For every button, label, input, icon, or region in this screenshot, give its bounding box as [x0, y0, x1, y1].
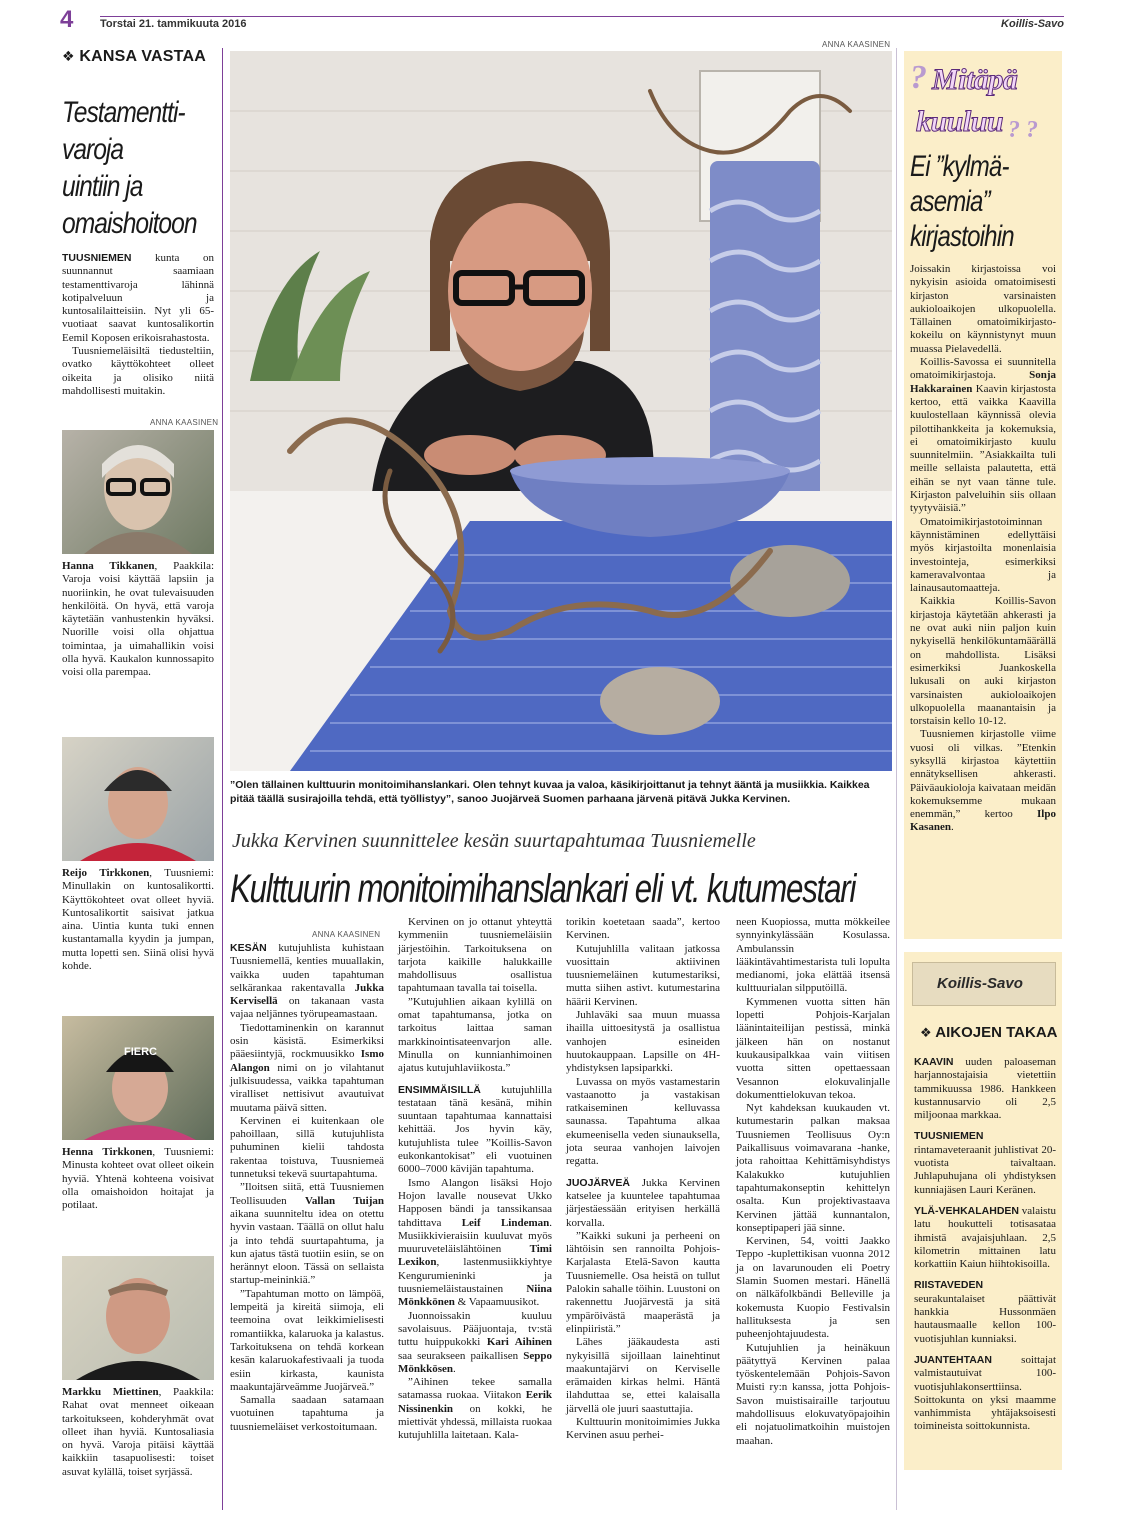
- right-headline: [910, 149, 1062, 254]
- main-headline: Kulttuurin monitoimihanslankari eli vt. kutumestari: [230, 867, 856, 911]
- right-headline-line: Ei ”kylmä-: [910, 150, 1009, 183]
- main-photo-caption: ”Olen tällainen kulttuurin monitoimihanslankari. Olen tehnyt kuvaa ja valoa, käsikirjoittanut ja tehnyt ääntä ja musiikkia. Kaikkea pitää täällä susirajoilla tehdä, että työllistyy”, sanoo Juojärveä Suomen parhaana järvenä pitävä Jukka Kervinen.: [230, 779, 870, 805]
- question-mark-icon: ?: [910, 59, 927, 96]
- diamond-icon: ❖: [62, 48, 75, 64]
- main-photo: [230, 51, 892, 771]
- person-answer: , Tuusniemi: Minusta kohteet ovat olleet oikein hyviä. Yhtenä kohteena voisivat olla omaishoidon hoitajat ja potilaat.: [62, 1146, 214, 1212]
- question-marks-icon: ? ?: [1008, 117, 1038, 143]
- right-column-rule: [896, 48, 897, 1510]
- aikojen-takaa-body: KAAVIN uuden paloaseman harjannostajaisia vietettiin tammikuussa 1986. Hankkeen kustannusarvio oli 2,5 miljoonaa markkaa. TUUSNIEMEN rintamaveteraanit juhlistivat 20-vuotista taivaltaan. Juhlapuhujana oli yhdistyksen kunniajäsen Lauri Keränen. YLÄ-VEHKALAHDEN valaistu latu houkutteli totisasataa ihmistä avajaisjuhlaan. 2,5 kilometrin mittainen latu korkattiin Kaiun hiihtokisoilla. RIISTAVEDEN seurakuntalaiset päättivät hankkia Hussonmäen hautausmaalle kellon 100-vuotisjuhlan kunniaksi. JUANTEHTAAN soittajat valmistautuivat 100-vuotisjuhlakonserttiinsa. Soittokunta on yksi maamme vanhimmista yhtäjaksoisesti toimineista soittokunnista.: [914, 1056, 1056, 1433]
- answer-reijo-tirkkonen: [62, 867, 214, 973]
- main-kicker: Jukka Kervinen suunnittelee kesän suurtapahtumaa Tuusniemelle: [232, 830, 756, 852]
- page-number: 4: [60, 6, 74, 33]
- person-answer: , Paakkila: Rahat ovat menneet oikeaan tarkoitukseen, kohderyhmät ovat olleet ihan hyviä. Kuntosaliasia on hyvä. Varoja pitäisi käyttää kaikkiin tasapuolisesti: toiset asuvat kylällä, toiset syrjässä.: [62, 1386, 214, 1478]
- logo-line-1: Mitäpä: [932, 63, 1018, 96]
- aikojen-takaa-title: [920, 1024, 1058, 1041]
- logo-line-2: kuuluu: [916, 105, 1004, 138]
- portrait-reijo-tirkkonen: [62, 737, 214, 861]
- mitapa-kuuluu-logo: [910, 59, 1056, 149]
- portrait-henna-tirkkonen: [62, 1016, 214, 1140]
- right-sidebar: [904, 51, 1062, 939]
- left-column-rule: [222, 48, 223, 1510]
- person-name: Henna Tirkkonen: [62, 1146, 153, 1158]
- aikojen-takaa-title-text: AIKOJEN TAKAA: [935, 1024, 1058, 1041]
- main-photo-credit: ANNA KAASINEN: [822, 40, 891, 49]
- intro-text-2: Tuusniemeläisiltä tiedusteltiin, ovatko käyttökohteet olleet oikeita ja olisiko niitä mahdollisesti muitakin.: [62, 345, 214, 397]
- left-headline-line: Testamentti-: [62, 96, 185, 129]
- left-intro: [62, 252, 214, 398]
- article-col-4: neen Kuopiossa, mutta mökkeilee synnyinkylässään Kosulassa. Ambulanssin lääkintävahtimestarista tuli lopulta medianomi, joka elättää itsensä kulttuurialan silpputöillä. Kymmenen vuotta sitten hän lopetti Pohjois-Karjalan läänintaiteilijan pestissä, minkä jälkeen hän on nostanut kuukausipalkkaa vain viitisen vuotta sitten opettaessaan Vesannon elokuvalinjalle dokumenttielokuvan tekoa. Nyt kahdeksan kuukauden vt. kutumestarin palkan maksaa Tuusniemen Teollisuus Oy:n Paikallisuus voimavarana -hanke, jota rahoittaa Kehittämisyhdistys Kalakukko kutujuhlien tapahtumakonseptin kehittelyn osalta. Kun projektivastaava Kervinen jättää kunnantalon, konseptipaperi jää sinne. Kervinen, 54, voitti Jaakko Teppo -kuplettikisan vuonna 2012 ja on lavarunouden eli Poetry Slamin Suomen mestari. Hänellä on nälkäfolkbändi Belleville ja kokemusta Kuopio Festivalsin hallituksesta ja sen puheenjohtajuudesta. Kutujuhlien ja heinäkuun päätyttyä Kervinen palaa työskentelemään Pohjois-Savon Muisti ry:n kanssa, jotta Pohjois-Savon muistisairaille tarjoutuu mahdollisuus elokuvatyöpajoihin eli nojatuolimatkoihin muistojen maahan.: [736, 916, 890, 1447]
- answer-hanna-tikkanen: [62, 560, 214, 680]
- portrait-markku-miettinen: [62, 1256, 214, 1380]
- person-name: Markku Miettinen: [62, 1386, 159, 1398]
- koillis-savo-logo-text: Koillis-Savo: [937, 975, 1023, 992]
- diamond-icon: ❖: [920, 1025, 932, 1040]
- person-answer: , Tuusniemi: Minullakin on kuntosalikortti. Käyttökohteet ovat olleet hyviä. Kuntosalikortit saisivat jatkua aina. Uintia kunta tuki ennen kustantamalla kyydin ja jumpan, mutta lopetti sen. Siinä olisi hyvä kohde.: [62, 867, 214, 973]
- person-name: Reijo Tirkkonen: [62, 867, 150, 879]
- article-col-3: torikin koetetaan saada”, kertoo Kervinen. Kutujuhlilla valitaan jatkossa vuosittain aktiivinen tuusniemeläinen kutumestariksi, mutta siihen astivt. kutumestarina häärii Kervinen. Juhlaväki saa muun muassa ihailla uittoesitystä ja osallistua vanhojen esineiden huutokauppaan. Lapsille on 4H-yhdistyksen lapsiparkki. Luvassa on myös vastamestarin vastaanotto ja vastakisan ratkaiseminen kelluvassa saunassa. Tapahtuma alkaa ekumeenisella veden siunauksella, jota seuraa vanhojen laivojen regatta. JUOJÄRVEÄ Jukka Kervinen katselee ja kuuntelee tapahtumaa järjestäessään erityisen herkällä korvalla. ”Kaikki sukuni ja perheeni on lähtöisin sen rannoilta Pohjois-Karjalasta Etelä-Savon kautta Tuusniemelle. Osa heistä on tullut Palokin sahalle töihin. Luustoni on rakennettu Juojärvestä ja sitä ympäröivästä maaperästä ja elinpiiristä.” Lähes jääkaudesta asti nykyisillä sijoillaan lainehtinut maakuntajärvi on Kerviselle erämaiden kirkas helmi. Häntä ilahduttaa se, ettei kalaisalla järvellä ole juuri saastuttajia. Kulttuurin monitoimimies Jukka Kervinen asuu perhei-: [566, 916, 720, 1442]
- right-headline-line: kirjastoihin: [910, 220, 1014, 253]
- answer-markku-miettinen: [62, 1386, 214, 1479]
- left-headline-line: uintiin ja: [62, 170, 143, 203]
- left-headline: [62, 94, 222, 242]
- left-headline-line: varoja: [62, 133, 124, 166]
- paper-name: Koillis-Savo: [1001, 18, 1064, 30]
- koillis-savo-logo: [912, 962, 1056, 1006]
- hat-label: FIERC: [124, 1046, 157, 1058]
- intro-text: kunta on suunnannut saamiaan testamenttivaroja lähinnä kotipalveluun ja kuntosalilaitteisiin. Nyt yli 65-vuotiaat saavat kuntosalikortin Eemil Koposen erikoisrahastosta.: [62, 252, 214, 344]
- issue-date: Torstai 21. tammikuuta 2016: [100, 18, 247, 30]
- left-headline-line: omaishoitoon: [62, 207, 197, 240]
- article-col-2: Kervinen on jo ottanut yhteyttä kymmeniin tuusniemeläisiin järjestöihin. Tarkoituksena on tarjota kaikille halukkaille mahdollisuus osallistua tapahtumaan tavalla tai toisella. ”Kutujuhlien aikaan kylillä on omat tapahtumansa, jotka on tarkoitus laittaa saman markkinointisateenvarjon alle. Minulla on kunnianhimoinen ajatus kutujuhlaviikosta.” ENSIMMÄISILLÄ kutujuhlilla testataan tänä kesänä, mihin suuntaan tapahtumaa kannattaisi kehittää. Jos hyvin käy, kutujuhlista tulee ”Koillis-Savon eukonkantokisat” eli vuotuinen 6000–7000 kävijän tapahtuma. Ismo Alangon lisäksi Hojo Hojon lavalle nousevat Ukko Happosen bändi ja tanssikansaa tahdittava Leif Lindeman. Musiikkivieraisiin kuuluvat myös muuruveteläislähtöinen Timi Lexikon, lastenmusiikkiyhtye Kengurumieninki ja tuusniemeläistaustainen Niina Mönkkönen & Vapaamuusikot. Juonnoissakin kuuluu savolaisuus. Pääjuontaja, tv:stä tuttu huippukokki Kari Aihinen saa seurakseen paikallisen Seppo Mönkkösen. ”Aihinen tekee samalla satamassa ruokaa. Viitakon Eerik Nissinenkin on kokki, he miettivät yhdessä, millaista ruokaa kutujuhlilla laitetaan. Kala-: [398, 916, 553, 1442]
- section-label: [62, 48, 206, 66]
- answer-henna-tirkkonen: [62, 1146, 214, 1212]
- person-name: Hanna Tikkanen: [62, 560, 155, 572]
- masthead-rule: [100, 16, 1064, 17]
- person-answer: , Paakkila: Varoja voisi käyttää lapsiin ja nuoriinkin, he ovat tulevaisuuden henkilöitä. On hyvä, että varoja käytetään vanhustenkin hyväksi. Nuorille voisi olla ohjattua toimintaa, ja uimahallikin voisi olla hyvä. Kaukalon kunnossapito voisi olla parempaa.: [62, 560, 215, 679]
- aikojen-takaa-box: [904, 952, 1062, 1470]
- right-article-body: Joissakin kirjastoissa voi nykyisin asioida omatoimisesti kirjaston varsinaisten aukioloaikojen ulkopuolella. Tällainen omatoimikirjasto-kokeilu on käynnistynyt muun muassa Pielavedellä. Koillis-Savossa ei suunnitella omatoimikirjastoja. Sonja Hakkarainen Kaavin kirjastosta kertoo, että vaikka Kaavilla kuulostellaan käynnissä olevia pilottihankkeita ja kokemuksia, ei omatoimikirjasto kuulu suunnitelmiin. ”Asiakkailta tuli meille sellaista palautetta, että eihän se nyt vaan tänne tule. Kirjaston palveluihin siis ollaan tyytyväisiä.” Omatoimikirjastotoiminnan käynnistäminen edellyttäisi myös kirjastoilta monenlaisia investointeja, esimerkiksi kameravalvontaa ja lainausautomaatteja. Kaikkia Koillis-Savon kirjastoja käytetään ahkerasti ja ne ovat auki niin paljon kuin nykyisellä henkilökuntamäärällä on mahdollista. Lisäksi esimerkiksi Juankoskella lukusali on auki kirjaston varsinaisten aukioloaikojen ulkopuolella maanantaisin ja torstaisin kello 10-12. Tuusniemen kirjastolle viime vuosi oli vilkas. ”Etenkin syksyllä kirjastoa käytettiin ennätyksellisen ahkerasti. Päiväaukioloja kaivataan meidän kokemuksemme mukaan enemmän,” kertoo Ilpo Kasanen.: [910, 263, 1056, 834]
- article-col-1: KESÄN kutujuhlista kuhistaan Tuusniemellä, kenties muuallakin, vaikka uuden tapahtuman selkärankaa rakentavalla Jukka Kervisellä on takanaan vasta vajaa neljännes työrupeamastaan. Tiedottaminenkin on karannut osin käsistä. Esimerkiksi pääesiintyjä, rockmuusikko Ismo Alangon nimi on jo vilahtanut julkisuudessa, vaikka tapahtuman viralliset nettisivut avautuivat muutama päivä sitten. Kervinen ei kuitenkaan ole pahoillaan, sillä kutujuhlista puhuminen kielii tahdosta rakentaa toistuva, Tuusniemeä tunnetuksi tekevä suurtapahtuma. ”Iloitsen siitä, että Tuusniemen Teollisuuden Vallan Tuijan aikana suunniteltu idea on otettu hyvin vastaan. Täällä on ollut halu ja into tehdä suurtapahtuma, ja kun ajatus tästä tuotiin esiin, se on herännyt eloon. Tässä on sellaista startup-meininkiä.” ”Tapahtuman motto on lämpöä, lempeitä ja kireitä siimoja, eli teemoina ovat leikkimielisesti romantiikka, kalaruoka ja kalastus. Tarkoituksena on tehdä korkean kesän kalaruokafestivaali ja tuoda esiin kirkasta, kaunista maakuntajärveämme Juojärveä.” Samalla saadaan satamaan vuotuinen tapahtuma ja tuusniemeläiset verkostoitumaan.: [230, 942, 385, 1433]
- right-headline-line: asemia”: [910, 185, 990, 218]
- section-label-text: KANSA VASTAA: [79, 48, 206, 65]
- portrait-hanna-tikkanen: [62, 430, 214, 554]
- main-credit: ANNA KAASINEN: [312, 930, 381, 939]
- intro-lead: TUUSNIEMEN: [62, 252, 132, 264]
- left-photo-credit: ANNA KAASINEN: [150, 418, 219, 427]
